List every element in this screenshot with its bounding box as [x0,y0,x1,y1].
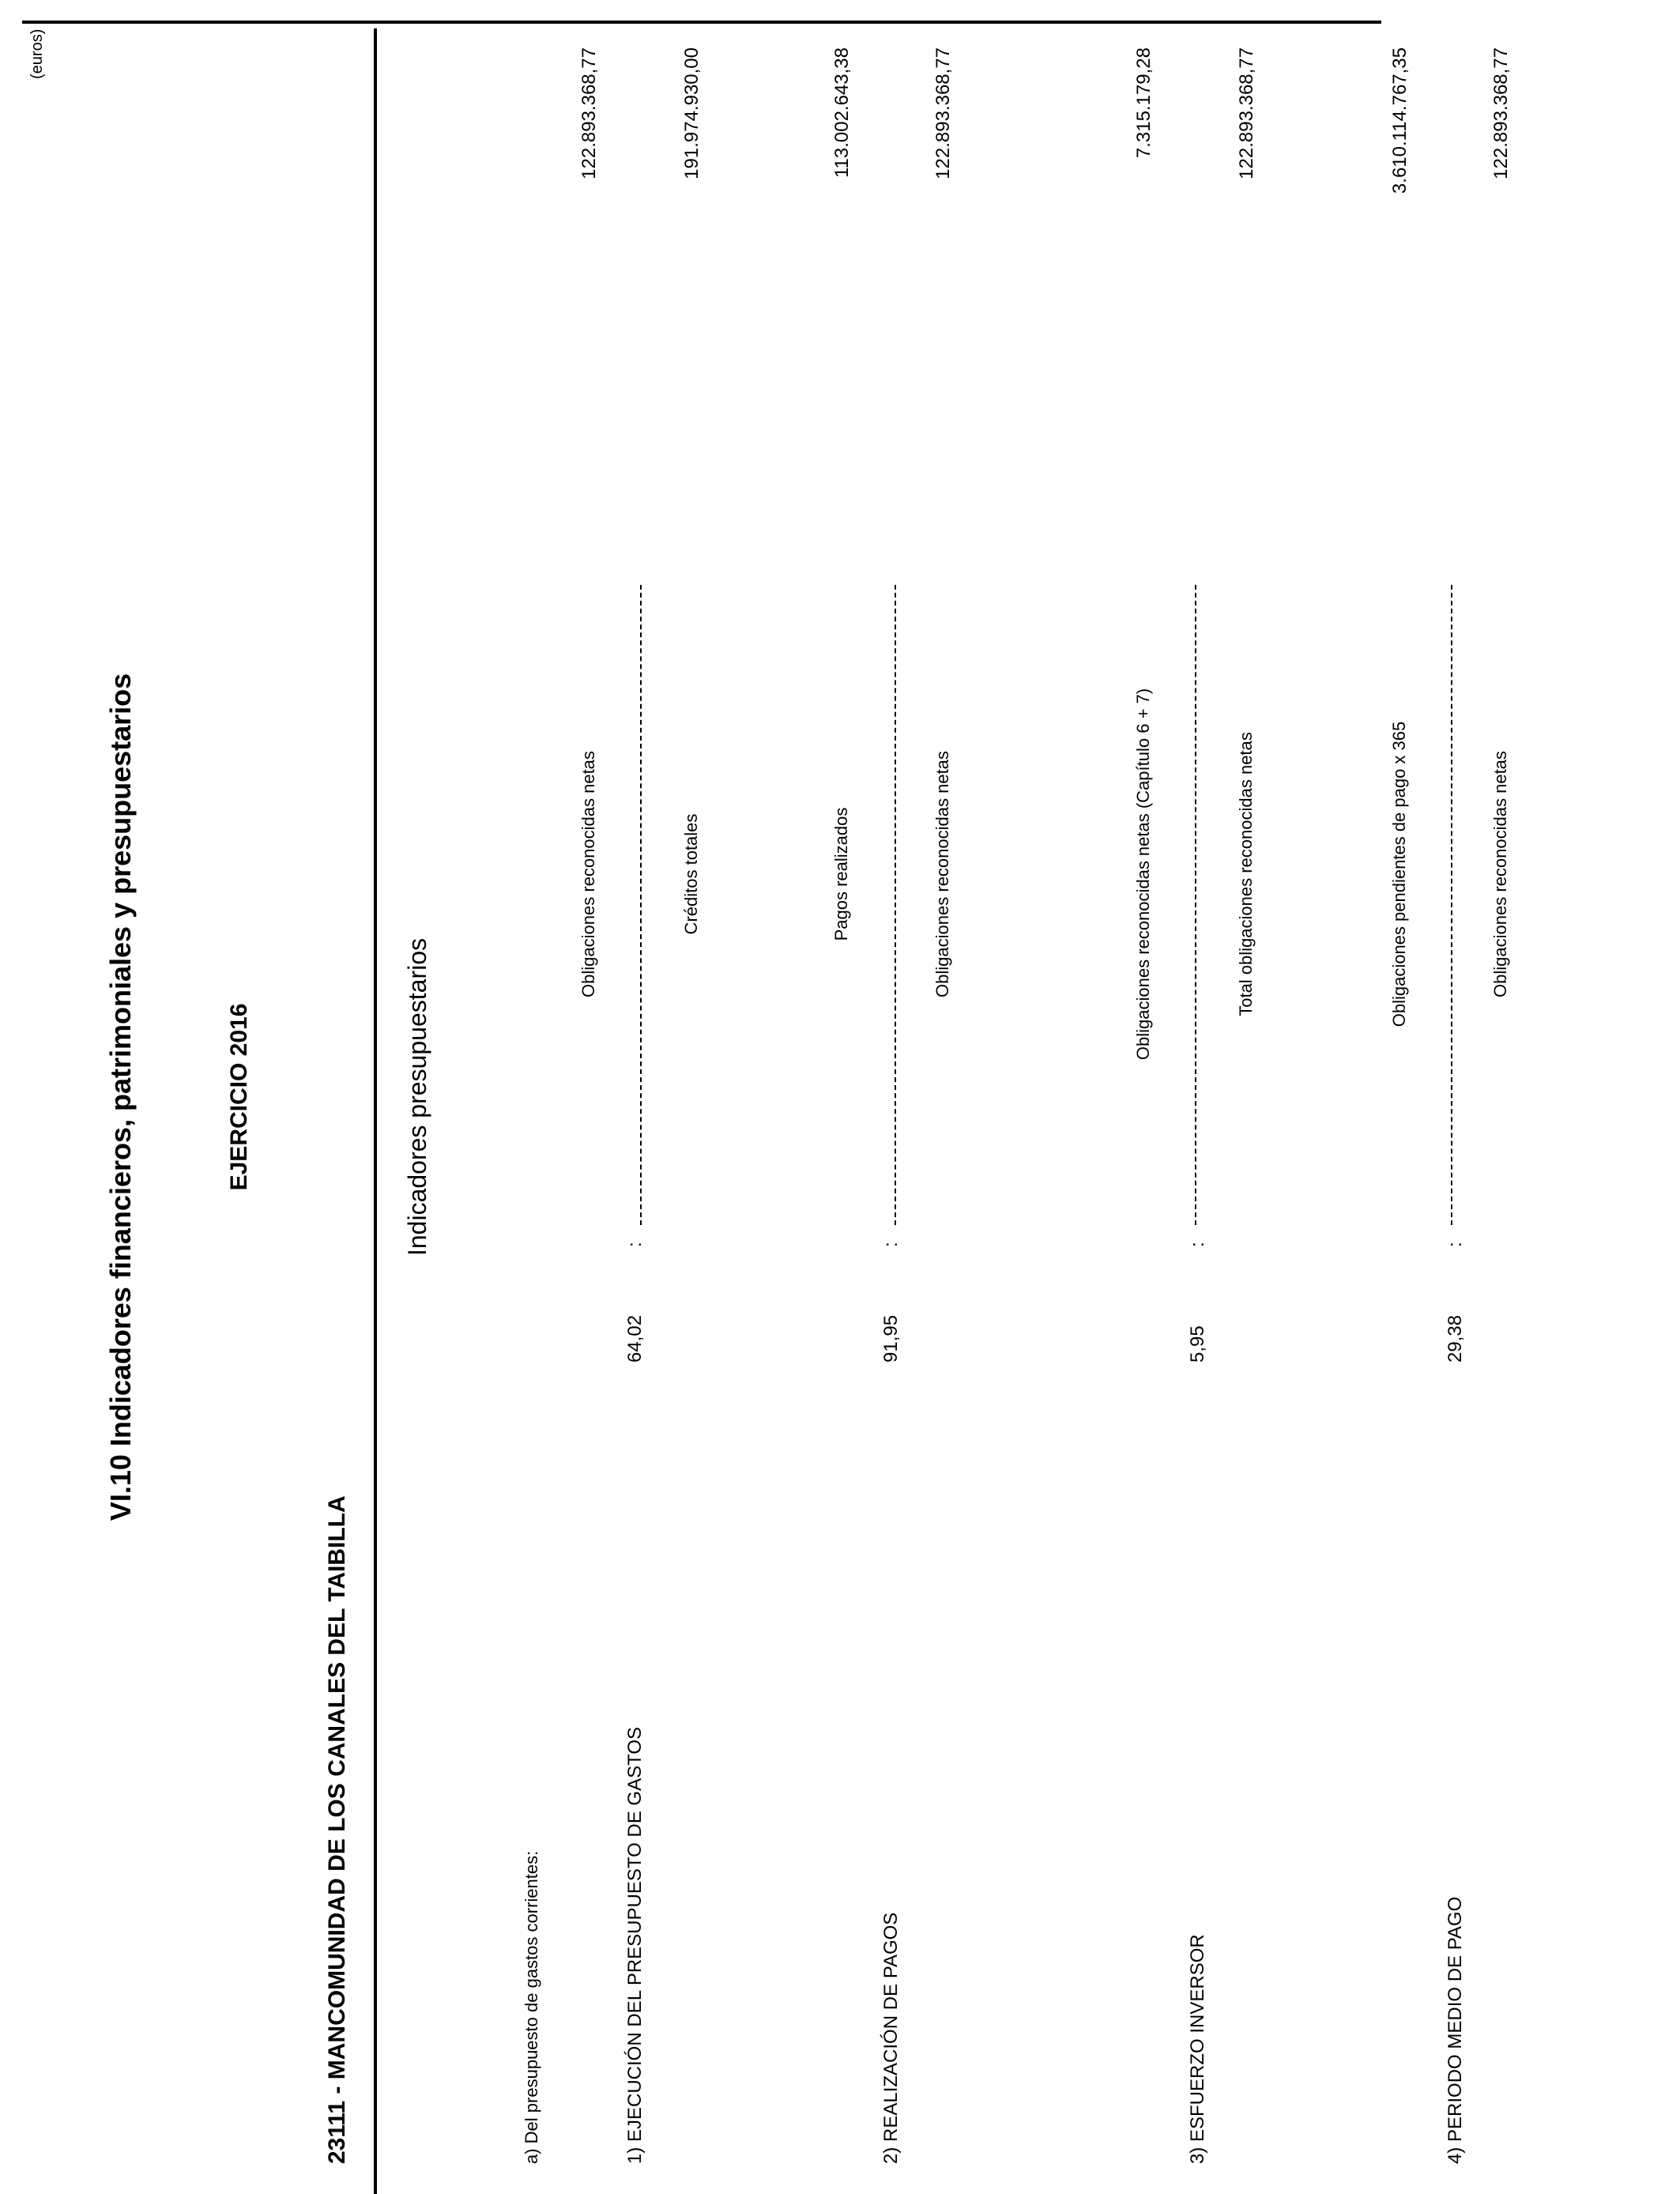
indicator-colon: : [624,1242,646,1247]
denominator-text: Total obligaciones reconocidas netas [1236,732,1256,1016]
numerator-text: Obligaciones reconocidas netas (Capítulo 6 + 7) [1133,688,1153,1061]
numerator-value: 7.315.179,28 [1133,47,1155,159]
page-title: VI.10 Indicadores financieros, patrimoniales y presupuestarios [104,673,137,1521]
indicator-label: 3) ESFUERZO INVERSOR [1187,1934,1208,2164]
numerator-value: 3.610.114.767,35 [1389,47,1411,194]
fraction-line [1451,585,1452,1225]
indicator-value: 5,95 [1187,1325,1208,1363]
entity-name: 23111 - MANCOMUNIDAD DE LOS CANALES DEL TAIBILLA [324,1495,350,2164]
subsection-title: a) Del presupuesto de gastos corrientes: [522,1850,541,2164]
numerator-text: Obligaciones pendientes de pago x 365 [1389,721,1409,1027]
numerator-text: Obligaciones reconocidas netas [578,751,598,997]
denominator-value: 122.893.368,77 [1236,47,1257,179]
numerator-value: 113.002.643,38 [831,47,853,179]
fraction-line [640,585,642,1225]
indicator-colon: : [1445,1242,1466,1247]
header-rule [374,28,377,2194]
indicator-label: 1) EJECUCIÓN DEL PRESUPUESTO DE GASTOS [624,1726,646,2164]
indicator-value: 91,95 [880,1314,902,1363]
indicator-value: 29,38 [1445,1314,1466,1363]
indicator-colon: : [1187,1242,1208,1247]
numerator-value: 122.893.368,77 [578,47,600,179]
indicator-value: 64,02 [624,1314,646,1363]
fraction-line [895,585,896,1225]
currency-note: (euros) [28,28,46,79]
section-title: Indicadores presupuestarios [403,938,431,1257]
indicator-colon: : [880,1242,902,1247]
denominator-value: 122.893.368,77 [1490,47,1512,179]
indicator-label: 4) PERIODO MEDIO DE PAGO [1445,1896,1466,2164]
right-rule [22,21,1381,24]
fraction-line [1195,585,1196,1225]
indicator-label: 2) REALIZACIÓN DE PAGOS [880,1912,902,2164]
exercise-year: EJERCICIO 2016 [226,1003,252,1191]
denominator-text: Obligaciones reconocidas netas [1490,751,1510,997]
denominator-text: Obligaciones reconocidas netas [932,751,952,997]
denominator-text: Créditos totales [681,813,701,935]
denominator-value: 122.893.368,77 [932,47,954,179]
numerator-text: Pagos realizados [831,807,851,941]
denominator-value: 191.974.930,00 [681,47,703,179]
